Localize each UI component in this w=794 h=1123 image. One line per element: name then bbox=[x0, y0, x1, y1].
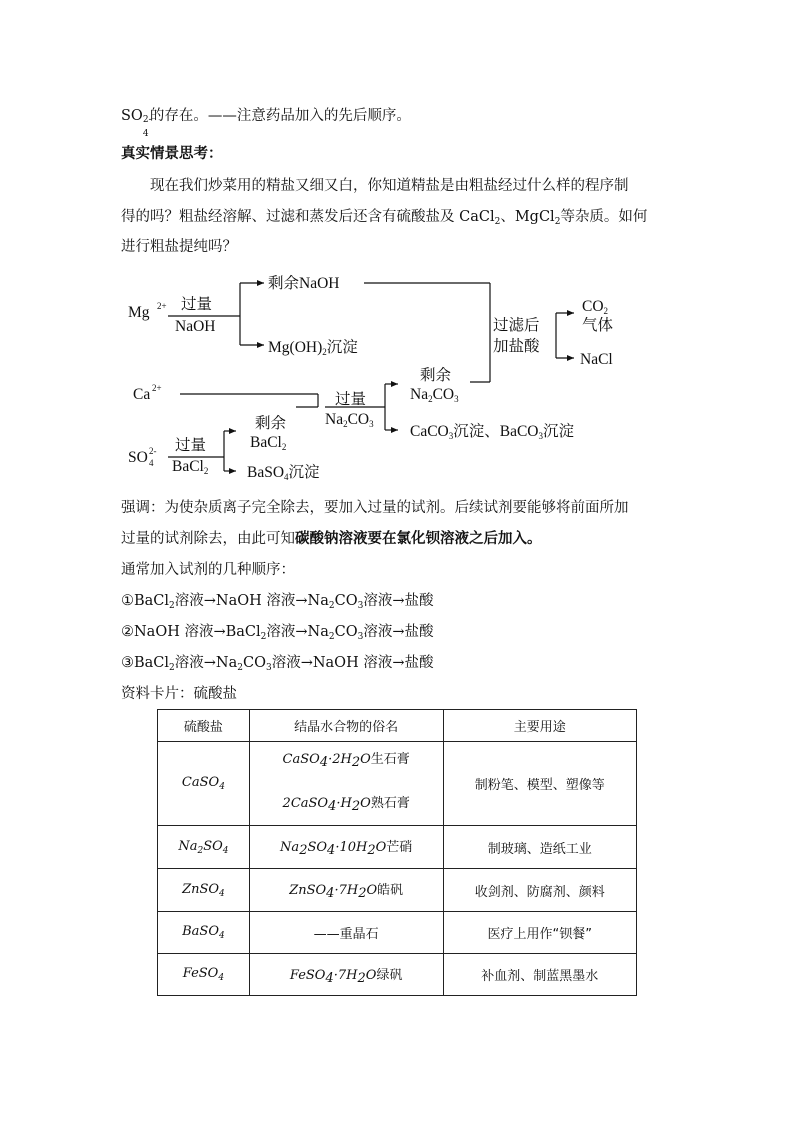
gas-label: 气体 bbox=[582, 317, 614, 334]
mg-ion-charge: 2+ bbox=[157, 301, 167, 311]
baso4-precipitate-label: BaSO4沉淀 bbox=[247, 464, 320, 482]
table-row bbox=[158, 826, 637, 869]
ca-ion-charge: 2+ bbox=[152, 383, 162, 393]
excess-label-3: 过量 bbox=[335, 391, 367, 408]
mg-ion-label: Mg bbox=[128, 304, 150, 321]
so4-ion-sub: 4 bbox=[149, 458, 154, 468]
na2co3-reagent-label: Na2CO3 bbox=[325, 411, 374, 429]
hydrate-cell: ——重晶石 bbox=[249, 912, 443, 954]
hydrate-cell: $ZnSO_4\cdot 7H_2O$皓矾 bbox=[249, 869, 443, 912]
salt-cell: BaSO$_4$ bbox=[158, 912, 250, 954]
excess-label-2: 过量 bbox=[175, 437, 207, 454]
salt-cell: FeSO$_4$ bbox=[158, 954, 250, 996]
carbonate-precipitate-label: CaCO3沉淀、BaCO3沉淀 bbox=[410, 423, 575, 441]
use-cell: 补血剂、制蓝黑墨水 bbox=[443, 954, 636, 996]
order-item-1: ①BaCl$_2$溶液→NaOH 溶液$\to Na_2CO_3$溶液→盐酸 bbox=[121, 593, 434, 611]
remaining-label-1: 剩余 bbox=[255, 415, 287, 432]
table-row bbox=[158, 869, 637, 912]
table-header-row bbox=[158, 710, 637, 742]
use-cell: 收剑剂、防腐剂、颜料 bbox=[443, 869, 636, 912]
emphasis-line-1: 强调：为使杂质离子完全除去，要加入过量的试剂。后续试剂要能够将前面所加 bbox=[121, 500, 629, 516]
paragraph-line-3: 进行粗盐提纯吗？ bbox=[121, 239, 237, 255]
hydrate-cell: $FeSO_4\cdot 7H_2O$绿矾 bbox=[249, 954, 443, 996]
table-row bbox=[158, 912, 637, 954]
remaining-naoh-label: 剩余NaOH bbox=[268, 275, 340, 292]
salt-cell: ZnSO$_4$ bbox=[158, 869, 250, 912]
so4-ion-charge: 2- bbox=[149, 446, 157, 456]
order-item-3: ③BaCl$_2$溶液$\to Na_2CO_3$溶液→NaOH 溶液→盐酸 bbox=[121, 655, 434, 673]
remaining-bacl2-label: BaCl2 bbox=[250, 434, 287, 452]
co2-label: CO2 bbox=[582, 298, 609, 316]
so4-ion-label: SO bbox=[128, 449, 148, 466]
nacl-label: NaCl bbox=[580, 351, 613, 368]
remaining-label-2: 剩余 bbox=[420, 367, 452, 384]
emphasis-line-2: 过量的试剂除去，由此可知碳酸钠溶液要在氯化钡溶液之后加入。 bbox=[121, 530, 542, 547]
use-cell: 制粉笔、模型、塑像等 bbox=[443, 742, 636, 826]
header-hydrate: 结晶水合物的俗名 bbox=[249, 710, 443, 742]
order-title: 通常加入试剂的几种顺序： bbox=[121, 562, 295, 578]
remaining-na2co3-label: Na2CO3 bbox=[410, 386, 459, 404]
paragraph-line-1: 现在我们炒菜用的精盐又细又白，你知道精盐是由粗盐经过什么样的程序制 bbox=[150, 178, 629, 194]
add-hcl-label: 加盐酸 bbox=[493, 338, 540, 355]
table-row bbox=[158, 954, 637, 996]
header-use: 主要用途 bbox=[443, 710, 636, 742]
header-salt: 硫酸盐 bbox=[158, 710, 250, 742]
table-row bbox=[158, 742, 637, 826]
card-title: 资料卡片：硫酸盐 bbox=[121, 686, 237, 702]
after-filter-label: 过滤后 bbox=[493, 317, 540, 334]
order-item-2: ②NaOH 溶液→BaCl$_2$溶液$\to Na_2CO_3$溶液→盐酸 bbox=[121, 624, 434, 642]
excess-label-1: 过量 bbox=[181, 296, 213, 313]
ca-ion-label: Ca bbox=[133, 386, 151, 403]
paragraph-line-2: 得的吗？粗盐经溶解、过滤和蒸发后还含有硫酸盐及 CaCl$_2$、MgCl$_2$等杂质。如何 bbox=[121, 209, 648, 227]
intro-line: SO 2- 4 的存在。——注意药品加入的先后顺序。 bbox=[121, 108, 411, 139]
bacl2-reagent-label: BaCl2 bbox=[172, 458, 209, 476]
sulfate-table bbox=[157, 709, 637, 996]
purification-flow-diagram bbox=[0, 0, 794, 500]
naoh-label: NaOH bbox=[175, 318, 216, 335]
mgoh2-label: Mg(OH)2沉淀 bbox=[268, 339, 358, 357]
hydrate-cell: $CaSO_4\cdot 2H_2O$生石膏 $2CaSO_4\cdot H_2O$熟石膏 bbox=[249, 742, 443, 826]
section-title: 真实情景思考： bbox=[121, 145, 223, 162]
use-cell: 医疗上用作“钡餐” bbox=[443, 912, 636, 954]
use-cell: 制玻璃、造纸工业 bbox=[443, 826, 636, 869]
salt-cell: $Na_2SO_4$ bbox=[158, 826, 250, 869]
emphasis-bold-text: 碳酸钠溶液要在氯化钡溶液之后加入。 bbox=[295, 530, 542, 547]
salt-cell: CaSO$_4$ bbox=[158, 742, 250, 826]
hydrate-cell: $Na_2SO_4\cdot 10H_2O$芒硝 bbox=[249, 826, 443, 869]
